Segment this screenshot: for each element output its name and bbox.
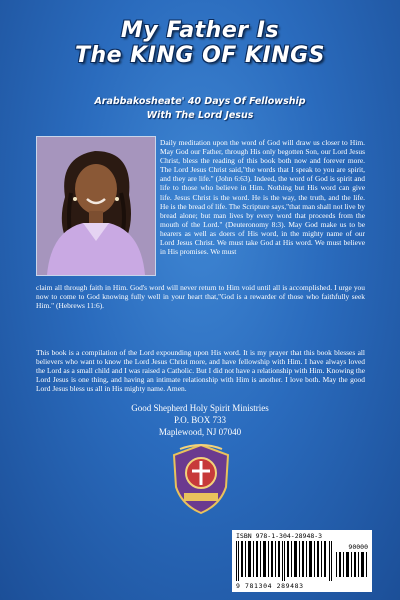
publisher-name: Good Shepherd Holy Spirit Ministries [131, 403, 269, 413]
title-line-2: The KING OF KINGS [74, 43, 326, 68]
intro-paragraph-continuation: claim all through faith in Him. God's word will never return to Him void until all is accomplished. I urge you now to come to God knowing fully well in your heart that,"God is a rewarder of those who faithfully seek Him." (Hebrews 11:6). [36, 283, 365, 311]
price-code: 90000 [348, 543, 368, 551]
price-barcode-icon [336, 552, 368, 577]
intro-paragraph-top: Daily meditation upon the word of God will draw us closer to Him. May God our Father, through His only begotten Son, our Lord Jesus Christ, bless the reading of this book both now and forever more. The Lord Jesus Christ said,"the words that I speak to you are spirit, and they are life." (John 6:63). Indeed, the word of God is spirit and life to those who believe in Him. Nothing but His word can give life. Jesus Christ is the word. He is the way, the truth, and the life. He is the bread of life. The Scripture says,"that man shall not live by bread alone; but man lives by every word that proceeds from the mouth of the Lord." (Deuteronomy 8:3). May God make us to be hearers as well as doers of His word, in the mighty name of our Lord Jesus Christ. We must take God at His word. We must believe in His promises. We must [160, 138, 365, 257]
isbn-barcode [232, 530, 372, 592]
subtitle-line-1: Arabbakosheate' 40 Days Of Fellowship [94, 96, 306, 107]
barcode-digits: 9 781304 289483 [236, 582, 304, 590]
subtitle-line-2: With The Lord Jesus [146, 110, 254, 121]
title-line-1: My Father Is [120, 18, 280, 43]
book-title [0, 18, 400, 68]
isbn-number: ISBN 978-1-304-28948-3 [236, 532, 323, 540]
book-subtitle [0, 95, 400, 123]
city-state-zip: Maplewood, NJ 07040 [158, 427, 242, 437]
compilation-paragraph: This book is a compilation of the Lord expounding upon His word. It is my prayer that this book blesses all believers who want to know the Lord Jesus Christ more, and have fellowship with Him. I have always loved the Lord as a small child and I was raised a Catholic. But I did not have a relationship with Him. Knowing the Lord Jesus is one thing, and having an intimate relationship with Him is another. I love both. May the good Lord Jesus bless us all in His mighty name. Amen. [36, 348, 365, 394]
author-photo [36, 136, 156, 276]
publisher-address [0, 402, 400, 438]
barcode-bars-icon [236, 541, 332, 581]
ministry-emblem-icon [170, 443, 232, 515]
po-box: P.O. BOX 733 [173, 415, 226, 425]
